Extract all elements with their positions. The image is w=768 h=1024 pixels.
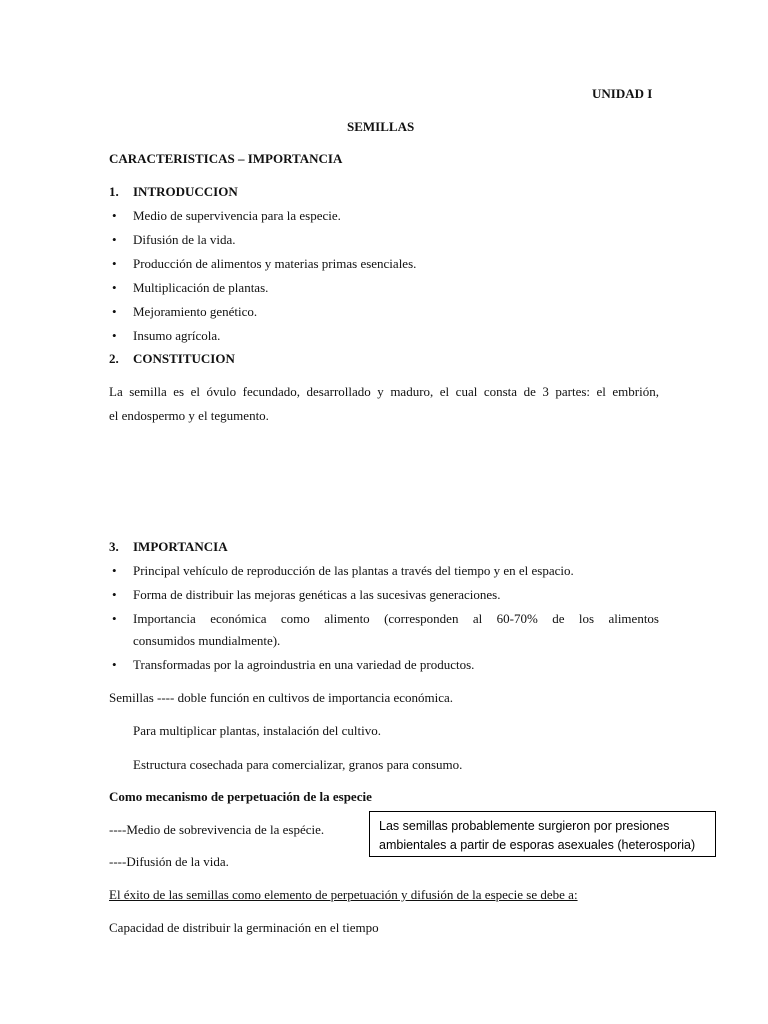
paragraph-line: el endospermo y el tegumento. [109,408,269,423]
multiplicar-line: Para multiplicar plantas, instalación del cultivo. [133,723,382,738]
callout-line: ambientales a partir de esporas asexuales (heterosporia) [379,838,696,852]
list-item: Forma de distribuir las mejoras genéticas a las sucesivas generaciones. [133,587,501,602]
bullet-icon: • [112,232,117,247]
document-title: SEMILLAS [347,119,415,134]
difusion-line: ----Difusión de la vida. [109,854,229,869]
mecanismo-heading: Como mecanismo de perpetuación de la especie [109,789,372,804]
estructura-line: Estructura cosechada para comercializar, granos para consumo. [133,757,463,772]
section-3-number: 3. [109,539,119,554]
semillas-line: Semillas ---- doble función en cultivos de importancia económica. [109,690,454,705]
bullet-icon: • [112,328,117,343]
medio-line: ----Medio de sobrevivencia de la espécie. [109,822,325,837]
bullet-icon: • [112,563,117,578]
callout-line: Las semillas probablemente surgieron por presiones [379,819,670,833]
document-subtitle: CARACTERISTICAS – IMPORTANCIA [109,151,343,166]
list-item: Medio de supervivencia para la especie. [133,208,341,223]
list-item: Transformadas por la agroindustria en una variedad de productos. [133,657,475,672]
bullet-icon: • [112,256,117,271]
section-3-heading: IMPORTANCIA [133,539,228,554]
exito-line: El éxito de las semillas como elemento de perpetuación y difusión de la especie se debe a: [109,887,578,902]
callout-box [369,811,716,857]
list-item: Insumo agrícola. [133,328,221,343]
bullet-icon: • [112,611,117,626]
bullet-icon: • [112,304,117,319]
list-item: Importancia económica como alimento (corresponden al 60-70% de los alimentos [133,611,659,626]
bullet-icon: • [112,657,117,672]
list-item: Mejoramiento genético. [133,304,258,319]
bullet-icon: • [112,280,117,295]
bullet-icon: • [112,587,117,602]
list-item: Producción de alimentos y materias primas esenciales. [133,256,417,271]
list-item-continuation: consumidos mundialmente). [133,633,281,648]
section-1-number: 1. [109,184,119,199]
paragraph-line: La semilla es el óvulo fecundado, desarrollado y maduro, el cual consta de 3 partes: el embrión, [109,384,659,399]
list-item: Multiplicación de plantas. [133,280,269,295]
list-item: Difusión de la vida. [133,232,236,247]
list-item: Principal vehículo de reproducción de las plantas a través del tiempo y en el espacio. [133,563,574,578]
section-1-heading: INTRODUCCION [133,184,238,199]
unit-label: UNIDAD I [592,86,653,101]
section-2-heading: CONSTITUCION [133,351,235,366]
bullet-icon: • [112,208,117,223]
section-2-number: 2. [109,351,119,366]
capacidad-line: Capacidad de distribuir la germinación en el tiempo [109,920,379,935]
